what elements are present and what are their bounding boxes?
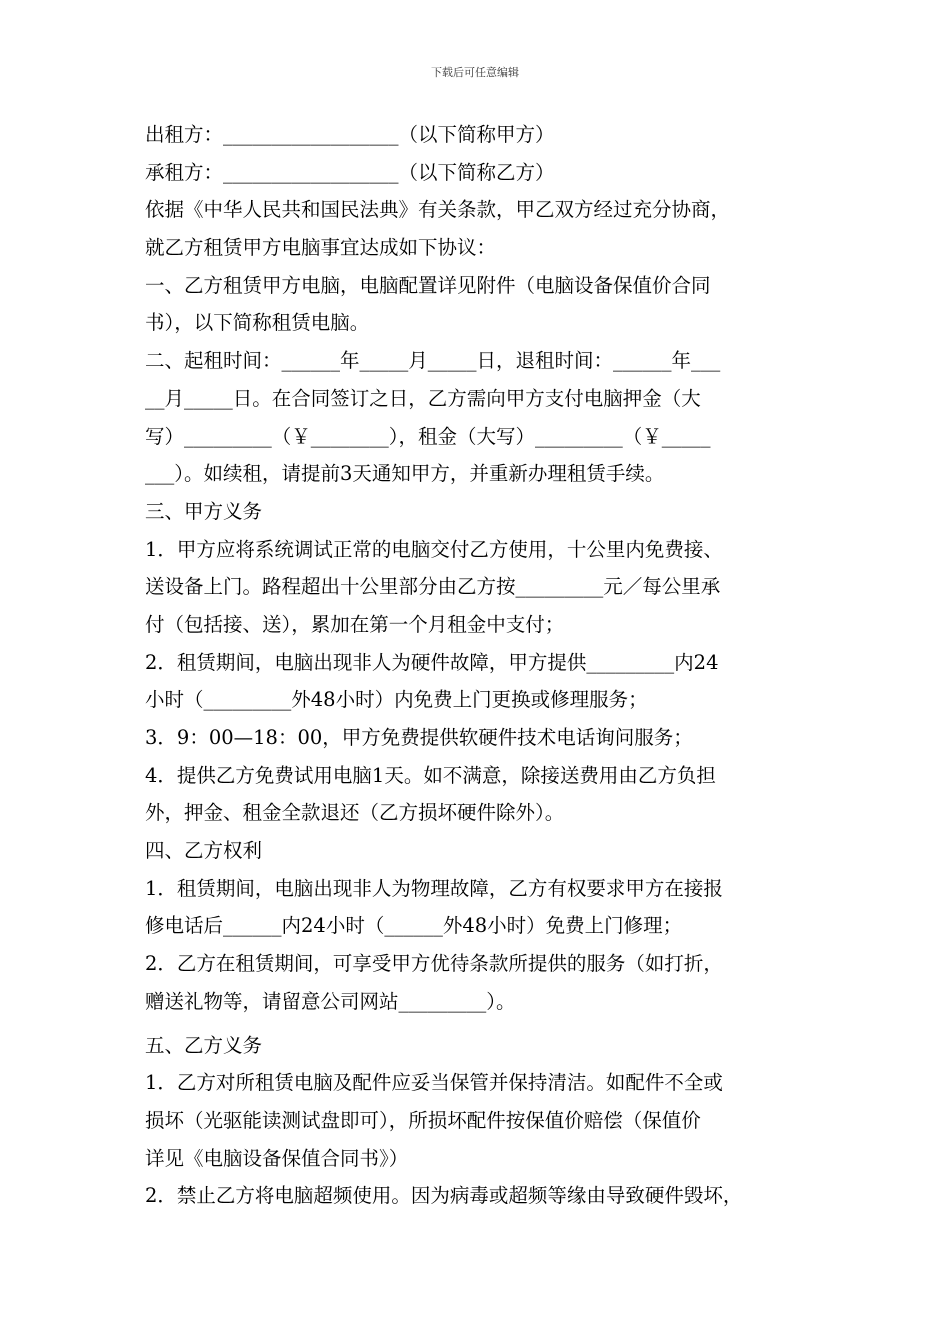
section-3-item-3: 3．9：00—18：00，甲方免费提供软硬件技术电话询问服务；: [145, 726, 693, 749]
section-heading-4: 四、乙方权利: [145, 839, 263, 863]
section-3-item-4-line-2: 外，押金、租金全款退还（乙方损坏硬件除外）。: [145, 801, 565, 825]
clause-2-line-1: 二、起租时间：______年_____月_____日，退租时间：______年___: [145, 349, 721, 373]
section-5-item-2-line-1: 2．禁止乙方将电脑超频使用。因为病毒或超频等缘由导致硬件毁坏，: [145, 1184, 743, 1208]
section-4-item-1-line-1: 1．租赁期间，电脑出现非人为物理故障，乙方有权要求甲方在接报: [145, 876, 723, 900]
section-4-item-1-line-2: 修电话后______内24小时（______外48小时）免费上门修理；: [145, 914, 683, 938]
clause-2-line-3: 写）_________（￥________），租金（大写）_________（￥_____: [145, 424, 711, 448]
lessee-line: 承租方：__________________（以下简称乙方）: [145, 160, 555, 184]
section-3-item-2-line-1: 2．租赁期间，电脑出现非人为硬件故障，甲方提供_________内24: [145, 650, 719, 674]
section-5-item-1-line-1: 1．乙方对所租赁电脑及配件应妥当保管并保持清洁。如配件不全或: [145, 1071, 723, 1095]
section-5-item-1-line-2: 损坏（光驱能读测试盘即可），所损坏配件按保值价赔偿（保值价: [145, 1108, 701, 1132]
section-5-item-1-line-3: 详见《电脑设备保值合同书》）: [145, 1146, 409, 1170]
section-3-item-1-line-3: 付（包括接、送），累加在第一个月租金中支付；: [145, 612, 565, 636]
clause-1-line-1: 一、乙方租赁甲方电脑，电脑配置详见附件（电脑设备保值价合同: [145, 273, 711, 297]
preamble-line-2: 就乙方租赁甲方电脑事宜达成如下协议：: [145, 236, 497, 260]
contract-body: [145, 116, 820, 1215]
clause-2-line-4: ___）。如续租，请提前3天通知甲方，并重新办理租赁手续。: [145, 462, 665, 486]
section-4-item-2-line-1: 2．乙方在租赁期间，可享受甲方优待条款所提供的服务（如打折，: [145, 952, 723, 976]
section-3-item-4-line-1: 4．提供乙方免费试用电脑1天。如不满意，除接送费用由乙方负担: [145, 763, 716, 787]
section-3-item-2-line-2: 小时（_________外48小时）内免费上门更换或修理服务；: [145, 688, 648, 712]
preamble-line-1: 依据《中华人民共和国民法典》有关条款，甲乙双方经过充分协商，: [145, 198, 731, 222]
section-4-item-2-line-2: 赠送礼物等，请留意公司网站_________）。: [145, 989, 516, 1013]
clause-2-line-2: __月_____日。在合同签订之日，乙方需向甲方支付电脑押金（大: [145, 386, 701, 410]
section-heading-5: 五、乙方义务: [145, 1033, 263, 1057]
section-3-item-1-line-2: 送设备上门。路程超出十公里部分由乙方按_________元／每公里承: [145, 575, 721, 599]
page-header: 下载后可任意编辑: [431, 66, 519, 79]
clause-1-line-2: 书），以下简称租赁电脑。: [145, 311, 370, 335]
section-heading-3: 三、甲方义务: [145, 499, 263, 523]
section-3-item-1-line-1: 1．甲方应将系统调试正常的电脑交付乙方使用，十公里内免费接、: [145, 537, 723, 561]
lessor-line: 出租方：__________________（以下简称甲方）: [145, 123, 555, 146]
